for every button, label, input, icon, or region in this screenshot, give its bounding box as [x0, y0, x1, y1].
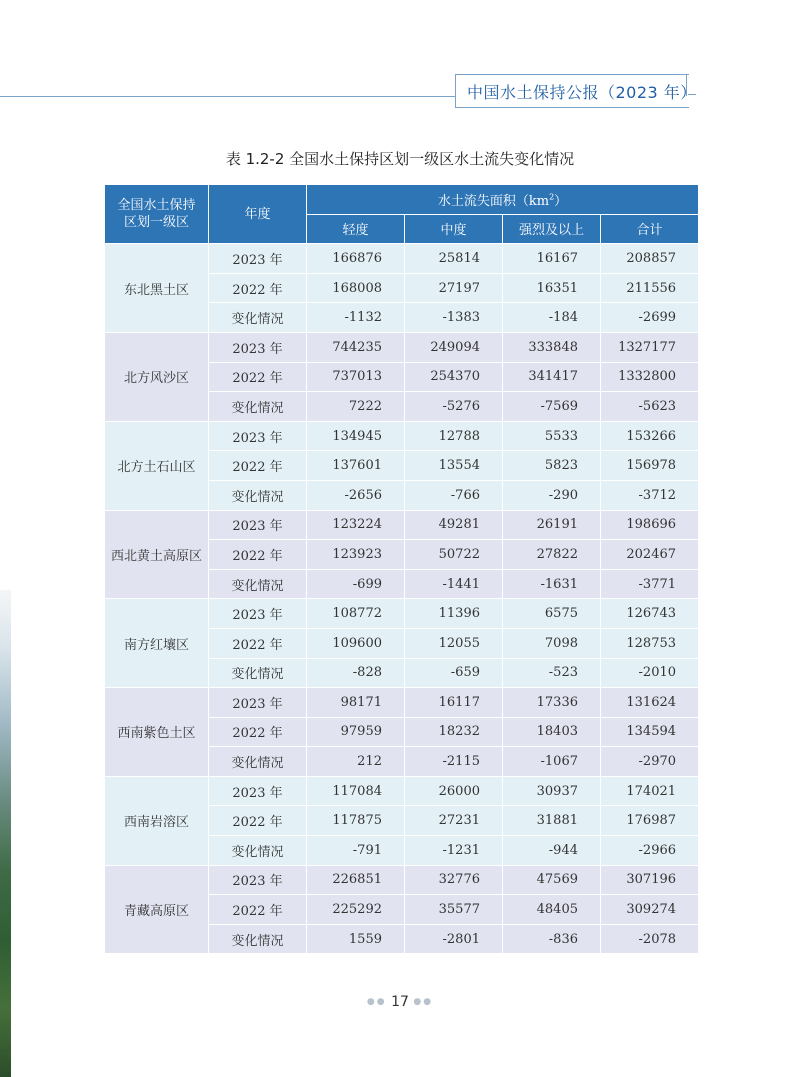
value-cell: 35577	[405, 895, 503, 925]
value-cell: 123224	[307, 510, 405, 540]
region-cell: 西南岩溶区	[105, 776, 209, 865]
value-cell: 109600	[307, 628, 405, 658]
table-row	[105, 688, 699, 718]
value-cell: 137601	[307, 451, 405, 481]
value-cell: 1332800	[601, 362, 699, 392]
year-cell: 2022 年	[209, 717, 307, 747]
value-cell: -1132	[307, 303, 405, 333]
value-cell: 97959	[307, 717, 405, 747]
value-cell: 49281	[405, 510, 503, 540]
value-cell: 131624	[601, 688, 699, 718]
year-cell: 2022 年	[209, 540, 307, 570]
value-cell: 18232	[405, 717, 503, 747]
region-cell: 北方风沙区	[105, 332, 209, 421]
value-cell: 211556	[601, 273, 699, 303]
value-cell: -828	[307, 658, 405, 688]
value-cell: 12055	[405, 628, 503, 658]
value-cell: 153266	[601, 421, 699, 451]
value-cell: 212	[307, 747, 405, 777]
value-cell: 6575	[503, 599, 601, 629]
region-cell: 北方土石山区	[105, 421, 209, 510]
page-footer	[0, 994, 800, 1010]
header-light: 轻度	[307, 214, 405, 244]
value-cell: 108772	[307, 599, 405, 629]
table-row	[105, 776, 699, 806]
year-cell: 2023 年	[209, 776, 307, 806]
value-cell: 1327177	[601, 332, 699, 362]
value-cell: 198696	[601, 510, 699, 540]
year-cell: 2023 年	[209, 688, 307, 718]
value-cell: 18403	[503, 717, 601, 747]
value-cell: 309274	[601, 895, 699, 925]
year-cell: 变化情况	[209, 392, 307, 422]
value-cell: -1231	[405, 836, 503, 866]
year-cell: 2022 年	[209, 362, 307, 392]
year-cell: 变化情况	[209, 747, 307, 777]
region-cell: 南方红壤区	[105, 599, 209, 688]
value-cell: 25814	[405, 244, 503, 274]
value-cell: 737013	[307, 362, 405, 392]
value-cell: -523	[503, 658, 601, 688]
region-cell: 东北黑土区	[105, 244, 209, 333]
value-cell: -3771	[601, 569, 699, 599]
value-cell: 166876	[307, 244, 405, 274]
year-cell: 2023 年	[209, 421, 307, 451]
value-cell: -766	[405, 480, 503, 510]
value-cell: 27231	[405, 806, 503, 836]
value-cell: -3712	[601, 480, 699, 510]
value-cell: -5276	[405, 392, 503, 422]
value-cell: 341417	[503, 362, 601, 392]
region-cell: 西南紫色土区	[105, 688, 209, 777]
value-cell: 26000	[405, 776, 503, 806]
year-cell: 2022 年	[209, 895, 307, 925]
value-cell: 123923	[307, 540, 405, 570]
value-cell: -1383	[405, 303, 503, 333]
value-cell: 5823	[503, 451, 601, 481]
year-cell: 变化情况	[209, 303, 307, 333]
value-cell: 225292	[307, 895, 405, 925]
value-cell: -184	[503, 303, 601, 333]
value-cell: 333848	[503, 332, 601, 362]
value-cell: 5533	[503, 421, 601, 451]
value-cell: -290	[503, 480, 601, 510]
year-cell: 变化情况	[209, 924, 307, 954]
table-row	[105, 244, 699, 274]
value-cell: 17336	[503, 688, 601, 718]
value-cell: 156978	[601, 451, 699, 481]
value-cell: 16117	[405, 688, 503, 718]
erosion-table	[104, 184, 699, 954]
value-cell: 12788	[405, 421, 503, 451]
year-cell: 2023 年	[209, 244, 307, 274]
year-cell: 2023 年	[209, 510, 307, 540]
table-row	[105, 865, 699, 895]
value-cell: 254370	[405, 362, 503, 392]
page-dots-left: ●●	[366, 997, 387, 1007]
value-cell: -2966	[601, 836, 699, 866]
value-cell: 117084	[307, 776, 405, 806]
value-cell: 1559	[307, 924, 405, 954]
value-cell: -1631	[503, 569, 601, 599]
year-cell: 2023 年	[209, 865, 307, 895]
value-cell: 202467	[601, 540, 699, 570]
header-moderate: 中度	[405, 214, 503, 244]
value-cell: -7569	[503, 392, 601, 422]
table-row	[105, 332, 699, 362]
value-cell: 174021	[601, 776, 699, 806]
value-cell: 134945	[307, 421, 405, 451]
value-cell: -2078	[601, 924, 699, 954]
value-cell: 48405	[503, 895, 601, 925]
value-cell: 208857	[601, 244, 699, 274]
value-cell: 98171	[307, 688, 405, 718]
value-cell: 176987	[601, 806, 699, 836]
year-cell: 变化情况	[209, 480, 307, 510]
header-rule	[0, 96, 455, 97]
header-area: 水土流失面积$(km^2)$	[307, 185, 699, 215]
value-cell: 7098	[503, 628, 601, 658]
value-cell: -791	[307, 836, 405, 866]
value-cell: 30937	[503, 776, 601, 806]
value-cell: 134594	[601, 717, 699, 747]
value-cell: -2699	[601, 303, 699, 333]
value-cell: 249094	[405, 332, 503, 362]
year-cell: 2023 年	[209, 599, 307, 629]
header-region: 全国水土保持区划一级区	[105, 185, 209, 244]
value-cell: 128753	[601, 628, 699, 658]
year-cell: 2022 年	[209, 273, 307, 303]
value-cell: -699	[307, 569, 405, 599]
value-cell: -2010	[601, 658, 699, 688]
year-cell: 2023 年	[209, 332, 307, 362]
value-cell: 16167	[503, 244, 601, 274]
table-row	[105, 599, 699, 629]
value-cell: -836	[503, 924, 601, 954]
year-cell: 2022 年	[209, 806, 307, 836]
header-year: 年度	[209, 185, 307, 244]
value-cell: 31881	[503, 806, 601, 836]
value-cell: 117875	[307, 806, 405, 836]
page-dots-right: ●●	[413, 997, 434, 1007]
value-cell: 26191	[503, 510, 601, 540]
value-cell: 16351	[503, 273, 601, 303]
year-cell: 变化情况	[209, 658, 307, 688]
page-number: 17	[391, 994, 409, 1010]
header-total: 合计	[601, 214, 699, 244]
value-cell: -1441	[405, 569, 503, 599]
value-cell: 27197	[405, 273, 503, 303]
table-row	[105, 510, 699, 540]
value-cell: 226851	[307, 865, 405, 895]
year-cell: 变化情况	[209, 569, 307, 599]
value-cell: 32776	[405, 865, 503, 895]
value-cell: -2656	[307, 480, 405, 510]
value-cell: -944	[503, 836, 601, 866]
value-cell: 27822	[503, 540, 601, 570]
table-caption: 表 1.2-2 全国水土保持区划一级区水土流失变化情况	[225, 150, 575, 168]
value-cell: 50722	[405, 540, 503, 570]
year-cell: 2022 年	[209, 628, 307, 658]
value-cell: 126743	[601, 599, 699, 629]
value-cell: -2801	[405, 924, 503, 954]
value-cell: 307196	[601, 865, 699, 895]
table-row	[105, 421, 699, 451]
value-cell: 13554	[405, 451, 503, 481]
year-cell: 2022 年	[209, 451, 307, 481]
value-cell: 11396	[405, 599, 503, 629]
value-cell: 744235	[307, 332, 405, 362]
running-header-title: 中国水土保持公报（2023 年）	[467, 83, 697, 102]
region-cell: 西北黄土高原区	[105, 510, 209, 599]
value-cell: -5623	[601, 392, 699, 422]
value-cell: -2115	[405, 747, 503, 777]
year-cell: 变化情况	[209, 836, 307, 866]
region-cell: 青藏高原区	[105, 865, 209, 954]
value-cell: -1067	[503, 747, 601, 777]
value-cell: -659	[405, 658, 503, 688]
value-cell: 168008	[307, 273, 405, 303]
header-severe: 强烈及以上	[503, 214, 601, 244]
value-cell: 7222	[307, 392, 405, 422]
value-cell: 47569	[503, 865, 601, 895]
value-cell: -2970	[601, 747, 699, 777]
